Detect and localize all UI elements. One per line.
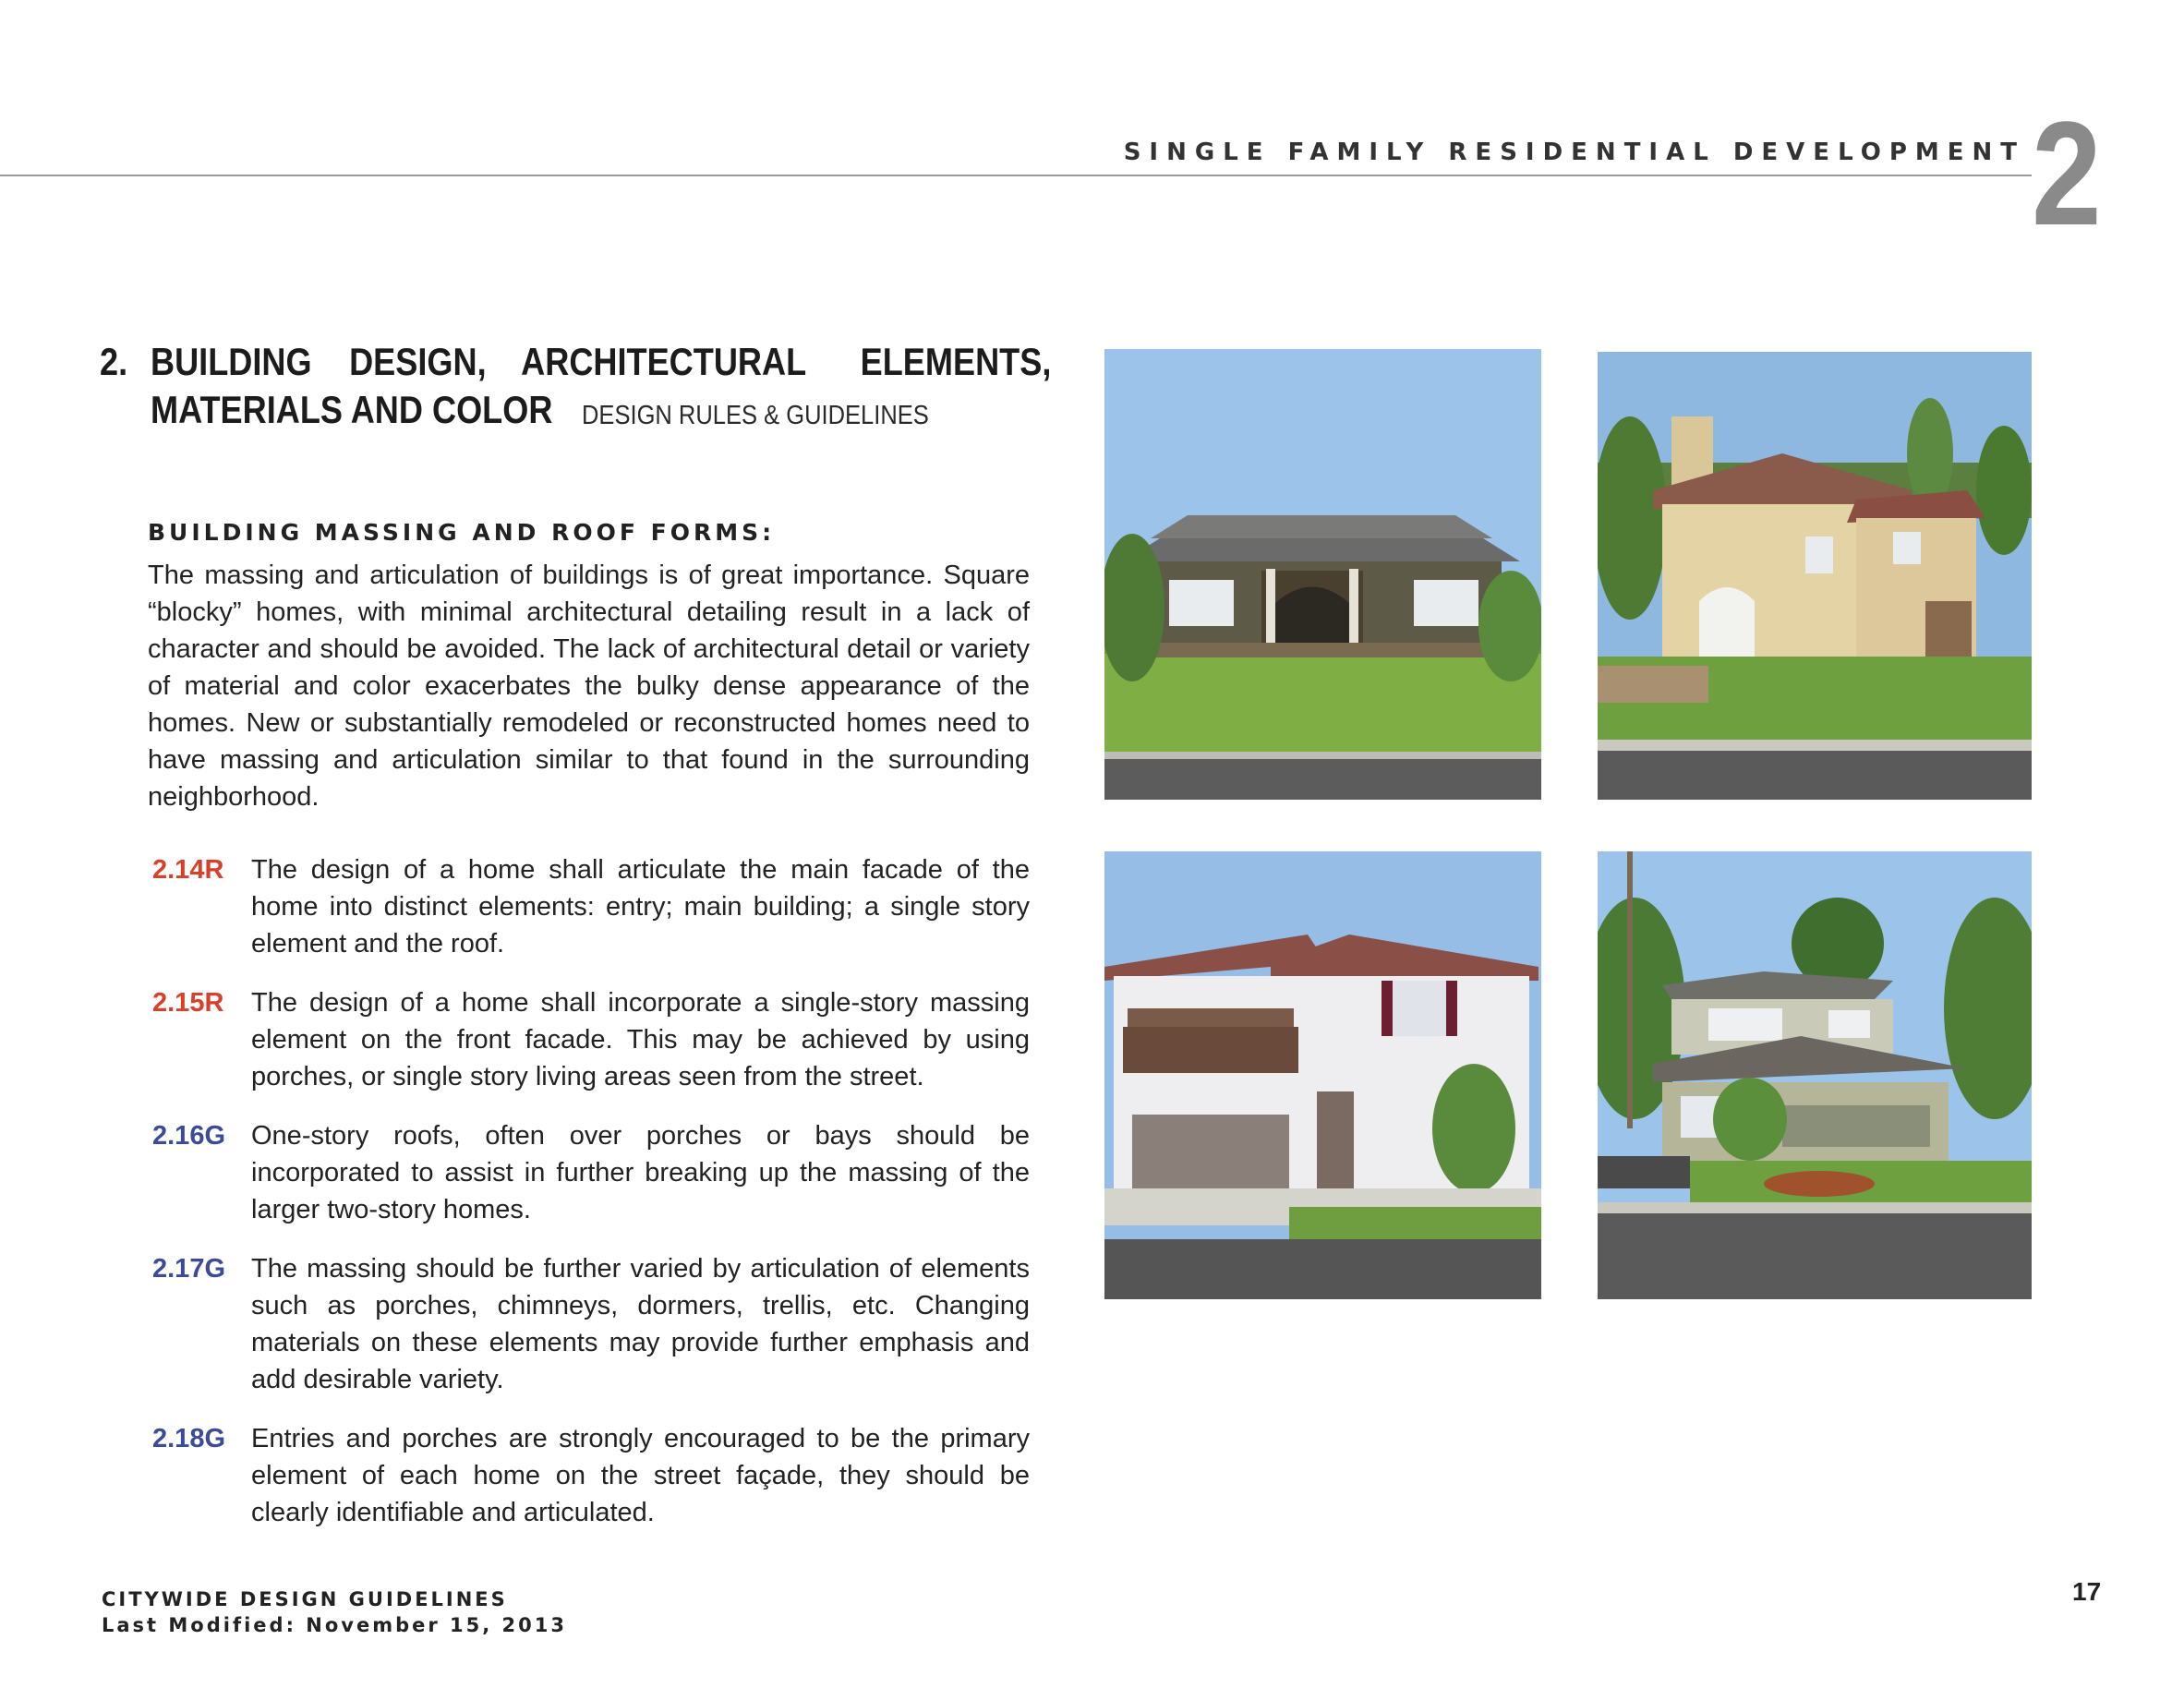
rule-code: 2.15R [152, 988, 224, 1018]
footer-modified-date: Last Modified: November 15, 2013 [102, 1614, 567, 1636]
heading-word: ARCHITECTURAL [520, 340, 806, 383]
photo-two-story-spanish-home [1598, 352, 2032, 800]
heading-line-2: MATERIALS AND COLOR [151, 388, 553, 431]
photo-white-two-story-home [1104, 851, 1541, 1299]
rule-code: 2.14R [152, 855, 224, 885]
rule-code: 2.17G [152, 1254, 225, 1284]
heading-word: BUILDING [151, 340, 312, 383]
rule-item [148, 851, 1030, 962]
rule-item [148, 984, 1030, 1095]
rule-text: The design of a home shall incorporate a single-story massing element on the front facade. This may be achieved by using porches, or single story living areas seen from the street. [251, 988, 1030, 1091]
section-title: SINGLE FAMILY RESIDENTIAL DEVELOPMENT [1123, 139, 2025, 166]
page-number: 17 [2072, 1577, 2102, 1606]
rule-code: 2.16G [152, 1121, 225, 1151]
photo-single-story-home [1104, 349, 1541, 800]
footer-title: CITYWIDE DESIGN GUIDELINES [102, 1588, 508, 1610]
rule-item [148, 1117, 1030, 1228]
heading-number: 2. [100, 340, 128, 383]
chapter-number: 2 [2032, 90, 2102, 256]
section-heading: BUILDING MASSING AND ROOF FORMS: [148, 519, 776, 546]
intro-paragraph: The massing and articulation of buildings is of great importance. Square “blocky” homes, with minimal architectural detailing result in a lack of character and should be avoided. The lack of architectural detail or variety of material and color exacerbates the bulky dense appearance of the homes. New or substantially remodeled or reconstructed homes need to have massing and articulation similar to that found in the surrounding neighborhood. [148, 561, 1030, 812]
heading-word: ELEMENTS, [860, 340, 1052, 383]
heading-line-1 [151, 340, 1052, 384]
rule-text: The massing should be further varied by articulation of elements such as porches, chimneys, dormers, trellis, etc. Changing materials on these elements may provide further emphasis and add desirable variety. [251, 1254, 1030, 1394]
rule-text: The design of a home shall articulate the main facade of the home into distinct elements: entry; main building; a single story element and the roof. [251, 855, 1030, 959]
photo-traditional-two-story-home [1598, 851, 2032, 1299]
header-rule [0, 175, 2032, 176]
rule-item [148, 1250, 1030, 1398]
rule-text: One-story roofs, often over porches or bays should be incorporated to assist in further breaking up the massing of the larger two-story homes. [251, 1121, 1030, 1224]
rule-item [148, 1420, 1030, 1531]
rule-text: Entries and porches are strongly encouraged to be the primary element of each home on the street façade, they should be clearly identifiable and articulated. [251, 1424, 1030, 1527]
heading-subtitle: DESIGN RULES & GUIDELINES [582, 401, 929, 430]
rule-code: 2.18G [152, 1424, 225, 1453]
heading-word: DESIGN, [349, 340, 487, 383]
